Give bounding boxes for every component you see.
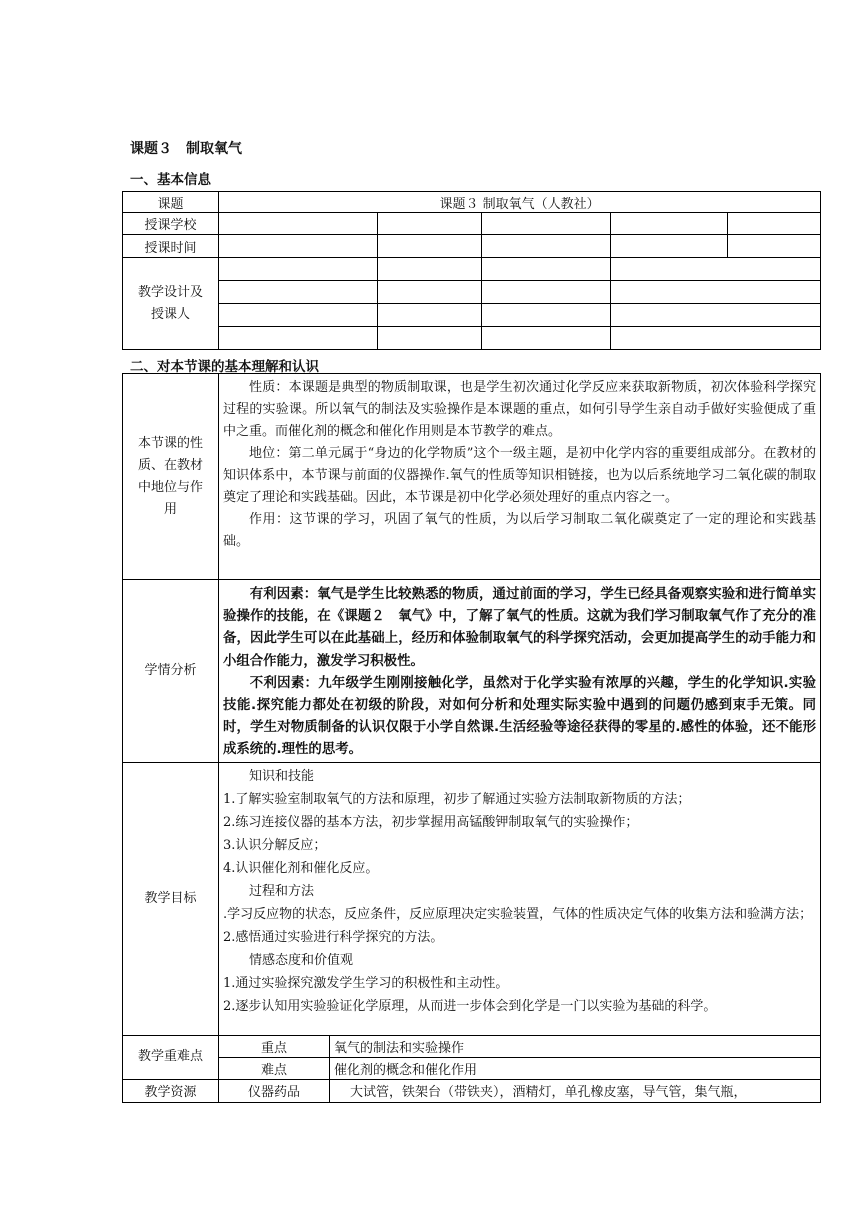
goal-line: 2.练习连接仪器的基本方法，初步掌握用高锰酸钾制取氧气的实验操作； (223, 814, 639, 830)
goal-line: 1.了解实验室制取氧气的方法和原理，初步了解通过实验方法制取新物质的方法； (223, 791, 691, 807)
blank-cell (219, 258, 378, 281)
goals-content (219, 762, 821, 1035)
goals-label: 教学目标 (123, 762, 219, 1035)
blank-cell (219, 327, 378, 350)
goal-line: .学习反应物的状态，反应条件，反应原理决定实验装置，气体的性质决定气体的收集方法和验满方法； (223, 906, 813, 922)
difficulty-value: 催化剂的概念和催化作用 (330, 1057, 821, 1079)
nature-paragraph: 作用：这节课的学习，巩固了氧气的性质，为以后学习制取二氧化碳奠定了一定的理论和实践基础。 (223, 512, 816, 549)
nature-label: 本节课的性质、在教材中地位与作用 (123, 374, 219, 580)
goal-line: 情感态度和价值观 (249, 952, 354, 968)
basic-info-table (122, 191, 821, 350)
blank-cell (219, 235, 378, 258)
blank-cell (378, 281, 482, 304)
blank-cell (378, 213, 482, 235)
goal-line: 2.逐步认知用实验验证化学原理，从而进一步体会到化学是一门以实验为基础的科学。 (223, 998, 717, 1014)
blank-cell (611, 304, 821, 327)
goal-line: 3.认识分解反应； (223, 837, 327, 853)
goal-line: 知识和技能 (249, 768, 315, 784)
designer-label: 教学设计及授课人 (123, 258, 219, 350)
nature-paragraph: 性质：本课题是典型的物质制取课，也是学生初次通过化学反应来获取新物质，初次体验科学探究过程的实验课。所以氧气的制法及实验操作是本课题的重点，如何引导学生亲自动手做好实验便成了重中之重。而催化剂的概念和催化作用则是本节教学的难点。 (223, 380, 816, 439)
blank-cell (378, 235, 482, 258)
difficulty-label: 难点 (219, 1057, 330, 1079)
nature-content (219, 374, 821, 580)
resources-sub-label: 仪器药品 (219, 1079, 330, 1102)
blank-cell (611, 258, 821, 281)
school-label: 授课学校 (123, 213, 219, 235)
blank-cell (728, 235, 821, 258)
blank-cell (482, 327, 611, 350)
blank-cell (482, 258, 611, 281)
blank-cell (378, 327, 482, 350)
blank-cell (482, 281, 611, 304)
resources-value: 大试管，铁架台（带铁夹），酒精灯，单孔橡皮塞，导气管，集气瓶， (330, 1079, 821, 1102)
time-label: 授课时间 (123, 235, 219, 258)
understanding-table (122, 373, 821, 1103)
analysis-content (219, 580, 821, 763)
key-label: 教学重难点 (123, 1035, 219, 1079)
topic-label: 课题 (123, 192, 219, 213)
topic-value: 课题３ 制取氧气（人教社） (219, 192, 821, 213)
blank-cell (219, 281, 378, 304)
blank-cell (611, 235, 728, 258)
analysis-label: 学情分析 (123, 580, 219, 763)
blank-cell (482, 213, 611, 235)
blank-cell (378, 258, 482, 281)
resources-label: 教学资源 (123, 1079, 219, 1102)
document-title: 课题３ 制取氧气 (130, 141, 242, 157)
blank-cell (482, 235, 611, 258)
analysis-paragraph: 有利因素：氧气是学生比较熟悉的物质，通过前面的学习，学生已经具备观察实验和进行简单实验操作的技能，在《课题２ 氧气》中，了解了氧气的性质。这就为我们学习制取氧气作了充分的准备，因此学生可以在此基础上，经历和体验制取氧气的科学探究活动，会更加提高学生的动手能力和小组合作能力，激发学习积极性。 (223, 587, 816, 669)
blank-cell (611, 327, 821, 350)
focus-label: 重点 (219, 1035, 330, 1057)
goal-line: 2.感悟通过实验进行科学探究的方法。 (223, 929, 444, 945)
nature-paragraph: 地位：第二单元属于“身边的化学物质”这个一级主题，是初中化学内容的重要组成部分。在教材的知识体系中，本节课与前面的仪器操作.氧气的性质等知识相链接，也为以后系统地学习二氧化碳的制取奠定了理论和实践基础。因此，本节课是初中化学必须处理好的重点内容之一。 (223, 446, 816, 505)
blank-cell (219, 213, 378, 235)
blank-cell (611, 213, 728, 235)
blank-cell (482, 304, 611, 327)
section-heading-basic-info: 一、基本信息 (130, 172, 211, 188)
section-heading-understanding: 二、对本节课的基本理解和认识 (130, 359, 319, 375)
blank-cell (219, 304, 378, 327)
goal-line: 过程和方法 (249, 883, 315, 899)
blank-cell (611, 281, 821, 304)
analysis-paragraph: 不利因素：九年级学生刚刚接触化学，虽然对于化学实验有浓厚的兴趣，学生的化学知识.实验技能.探究能力都处在初级的阶段，对如何分析和处理实际实验中遇到的问题仍感到束手无策。同时，学生对物质制备的认识仅限于小学自然课.生活经验等途径获得的零星的.感性的体验，还不能形成系统的.理性的思考。 (223, 675, 816, 758)
goal-line: 4.认识催化剂和催化反应。 (223, 860, 379, 876)
blank-cell (728, 213, 821, 235)
focus-value: 氧气的制法和实验操作 (330, 1035, 821, 1057)
goal-line: 1.通过实验探究激发学生学习的积极性和主动性。 (223, 975, 509, 991)
blank-cell (378, 304, 482, 327)
